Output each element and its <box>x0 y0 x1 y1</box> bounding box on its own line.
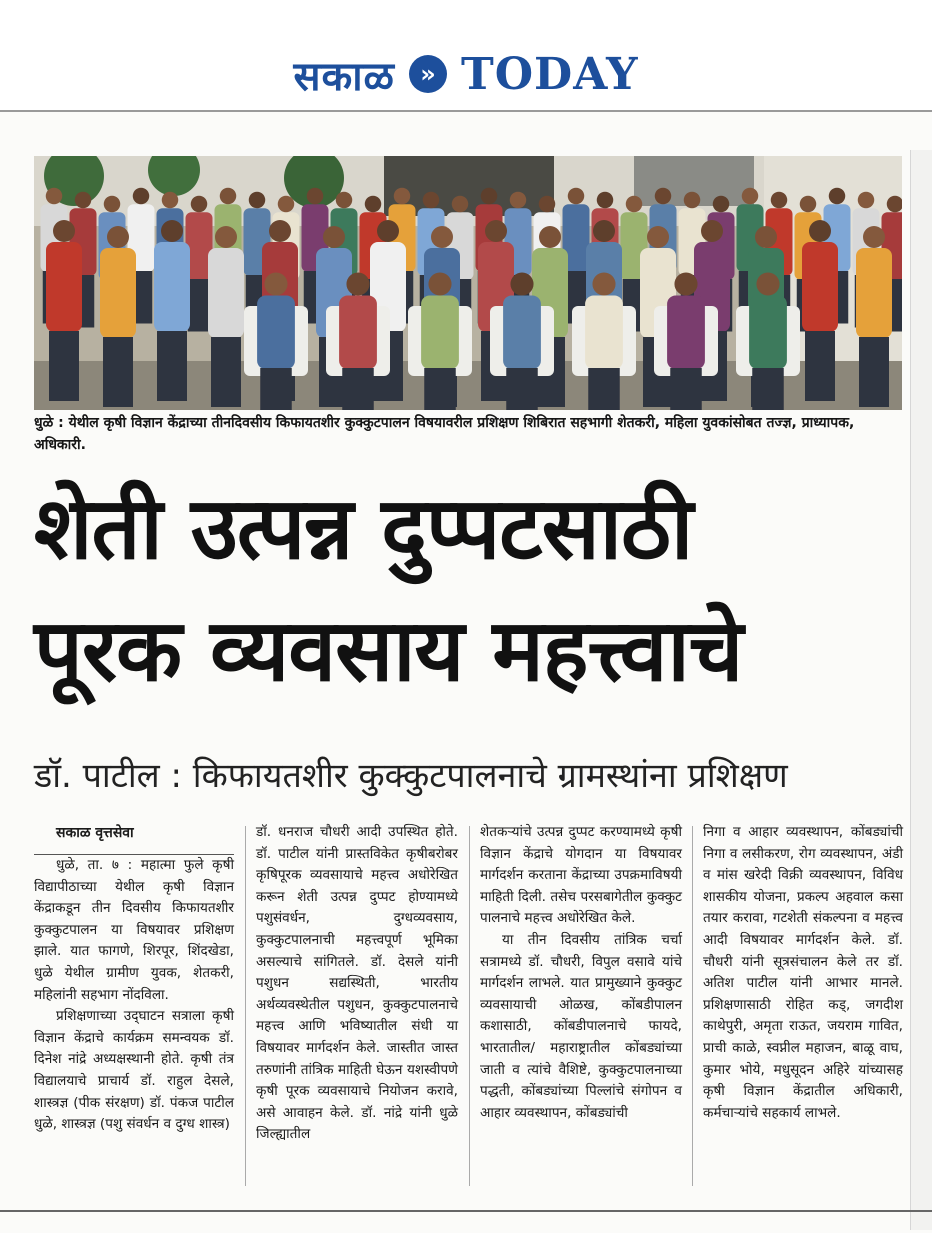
paragraph: शेतकऱ्यांचे उत्पन्न दुप्पट करण्यामध्ये कृषी विज्ञान केंद्राचे योगदान या विषयावर मार्गदर्शन करताना केंद्राच्या उपक्रमाविषयी माहिती दिली. तसेच परसबागेतील कुक्कुट पालनाचे महत्त्व अधोरेखित केले. <box>480 824 682 927</box>
group-photo-illustration <box>34 156 902 410</box>
masthead <box>0 0 932 112</box>
article-column-2 <box>256 822 458 1146</box>
column-divider <box>245 826 246 1186</box>
paragraph: धुळे, ता. ७ : महात्मा फुले कृषी विद्यापीठाच्या येथील कृषी विज्ञान केंद्राकडून तीन दिवसीय किफायतशीर कुक्कुटपालन या विषयावर प्रशिक्षण झाले. यात फागणे, शिरपूर, शिंदखेडा, धुळे येथील ग्रामीण युवक, शेतकरी, महिलांनी सहभाग नोंदविला. <box>34 857 234 1003</box>
subheadline: डॉ. पाटील : किफायतशीर कुक्कुटपालनाचे ग्रामस्थांना प्रशिक्षण <box>34 756 788 796</box>
group-photo <box>34 156 902 410</box>
paragraph: प्रशिक्षणाच्या उद्‌घाटन सत्राला कृषी विज्ञान केंद्राचे कार्यक्रम समन्वयक डॉ. दिनेश नांद्रे अध्यक्षस्थानी होते. कृषी तंत्र विद्यालयाचे प्राचार्य डॉ. राहुल देसले, शास्त्रज्ञ (पीक संरक्षण) डॉ. पंकज पाटील धुळे, शास्त्रज्ञ (पशु संवर्धन व दुग्ध शास्त्र) <box>34 1008 234 1133</box>
column-divider <box>469 826 470 1186</box>
byline: सकाळ वृत्तसेवा <box>34 822 234 855</box>
double-chevron-icon: » <box>409 55 447 93</box>
article-column-4 <box>703 822 903 1124</box>
bottom-rule <box>0 1210 932 1212</box>
article-column-3 <box>480 822 682 1124</box>
photo-caption: धुळे : येथील कृषी विज्ञान केंद्राच्या तीनदिवसीय किफायतशीर कुक्कुटपालन विषयावरील प्रशिक्षण शिबिरात सहभागी शेतकरी, महिला युवकांसोबत तज्ज्ञ, प्राध्यापक, अधिकारी. <box>34 415 855 453</box>
brand-name-marathi: सकाळ <box>293 53 395 100</box>
brand-name-english: TODAY <box>460 48 639 100</box>
article-column-1 <box>34 822 234 1136</box>
adjacent-page-edge <box>910 150 932 1230</box>
column-divider <box>692 826 693 1186</box>
paragraph: या तीन दिवसीय तांत्रिक चर्चा सत्रामध्ये डॉ. चौधरी, विपुल वसावे यांचे मार्गदर्शन लाभले. यात प्रामुख्याने कुक्कुट व्यवसायाची ओळख, कोंबडीपालन कशासाठी, कोंबडीपालनाचे फायदे, भारतातील/ महाराष्ट्रातील कोंबड्यांच्या जाती व त्यांचे वैशिष्टे, कुक्कुटपालनाच्या पद्धती, कोंबड्यांच्या पिल्लांचे संगोपन व आहार व्यवस्थापन, कोंबड्यांची <box>480 931 682 1121</box>
headline-line-1: शेती उत्पन्न दुप्पटसाठी <box>34 479 693 579</box>
brand-logo[interactable] <box>0 44 932 104</box>
paragraph: डॉ. धनराज चौधरी आदी उपस्थित होते. डॉ. पाटील यांनी प्रास्तविकेत कृषीबरोबर कृषिपूरक व्यवसायाचे महत्त्व अधोरेखित करून शेती उत्पन्न दुप्पट होण्यामध्ये पशुसंवर्धन, दुग्धव्यवसाय, कुक्कुटपालनाची महत्त्वपूर्ण भूमिका असल्याचे सांगितले. डॉ. देसले यांनी पशुधन सद्यस्थिती, भारतीय अर्थव्यवस्थेतील पशुधन, कुक्कुटपालनाचे महत्त्व आणि भविष्यातील संधी या विषयावर मार्गदर्शन केले. जास्तीत जास्त तरुणांनी तांत्रिक माहिती घेऊन यशस्वीपणे कृषी पूरक व्यवसायाचे नियोजन करावे, असे आवाहन केले. डॉ. नांद्रे यांनी धुळे जिल्ह्यातील <box>256 824 458 1143</box>
paragraph: निगा व आहार व्यवस्थापन, कोंबड्यांची निगा व लसीकरण, रोग व्यवस्थापन, अंडी व मांस खरेदी विक्री व्यवस्थापन, विविध शासकीय योजना, प्रकल्प अहवाल कसा तयार करावा, गटशेती संकल्पना व महत्त्व आदी विषयावर मार्गदर्शन केले. डॉ. चौधरी यांनी सूत्रसंचालन केले तर डॉ. अतिश पाटील यांनी आभार मानले. प्रशिक्षणासाठी रोहित कड्, जगदीश काथेपुरी, अमृता राऊत, जयराम गावित, प्राची काळे, स्वप्नील महाजन, बाळू वाघ, कुमार भोये, मधुसूदन अहिरे यांच्यासह कृषी विज्ञान केंद्रातील अधिकारी, कर्मचाऱ्यांचे सहकार्य लाभले. <box>703 824 903 1121</box>
headline-line-2: पूरक व्यवसाय महत्त्वाचे <box>34 601 743 701</box>
